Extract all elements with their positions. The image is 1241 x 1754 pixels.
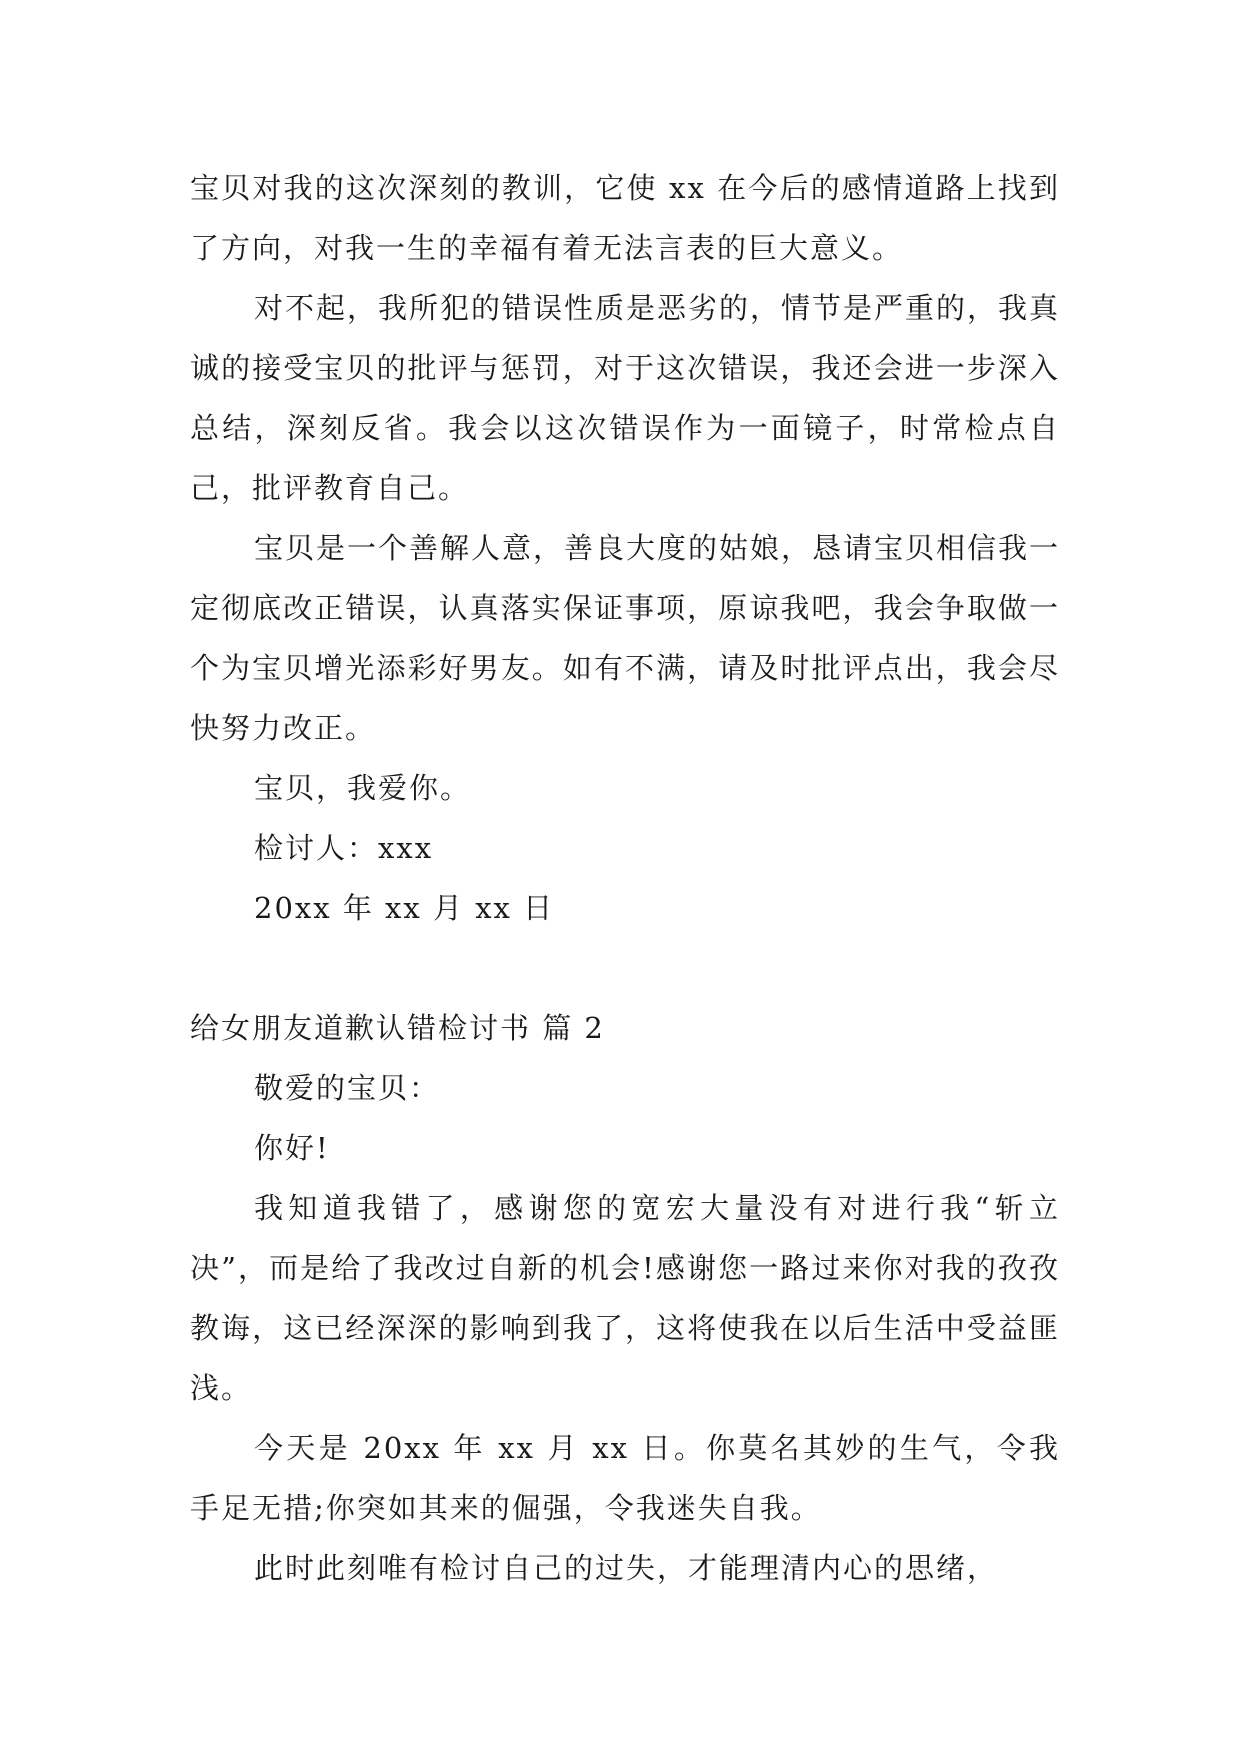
today-paragraph: 今天是 20xx 年 xx 月 xx 日。你莫名其妙的生气，令我手足无措;你突如其来的倔强，令我迷失自我。: [190, 1431, 1060, 1525]
date-line: 20xx 年 xx 月 xx 日: [254, 891, 555, 925]
reflection-paragraph: 此时此刻唯有检讨自己的过失，才能理清内心的思绪，: [254, 1551, 999, 1585]
acknowledgement-paragraph: 我知道我错了，感谢您的宽宏大量没有对进行我“斩立决”，而是给了我改过自新的机会!感谢您一路过来你对我的孜孜教诲，这已经深深的影响到我了，这将使我在以后生活中受益匪浅。: [190, 1191, 1060, 1405]
greeting: 你好!: [254, 1131, 330, 1165]
salutation: 敬爱的宝贝：: [254, 1071, 441, 1105]
apology-paragraph: 对不起，我所犯的错误性质是恶劣的，情节是严重的，我真诚的接受宝贝的批评与惩罚，对于这次错误，我还会进一步深入总结，深刻反省。我会以这次错误作为一面镜子，时常检点自己，批评教育自己。: [190, 291, 1061, 505]
signature-line: 检讨人：xxx: [254, 831, 434, 865]
continued-paragraph: 宝贝对我的这次深刻的教训，它使 xx 在今后的感情道路上找到了方向，对我一生的幸福有着无法言表的巨大意义。: [190, 171, 1060, 265]
love-line: 宝贝，我爱你。: [254, 771, 472, 805]
promise-paragraph: 宝贝是一个善解人意，善良大度的姑娘，恳请宝贝相信我一定彻底改正错误，认真落实保证事项，原谅我吧，我会争取做一个为宝贝增光添彩好男友。如有不满，请及时批评点出，我会尽快努力改正。: [190, 531, 1061, 745]
section-title: 给女朋友道歉认错检讨书 篇 2: [190, 1011, 605, 1045]
document-body: [190, 158, 1060, 1598]
